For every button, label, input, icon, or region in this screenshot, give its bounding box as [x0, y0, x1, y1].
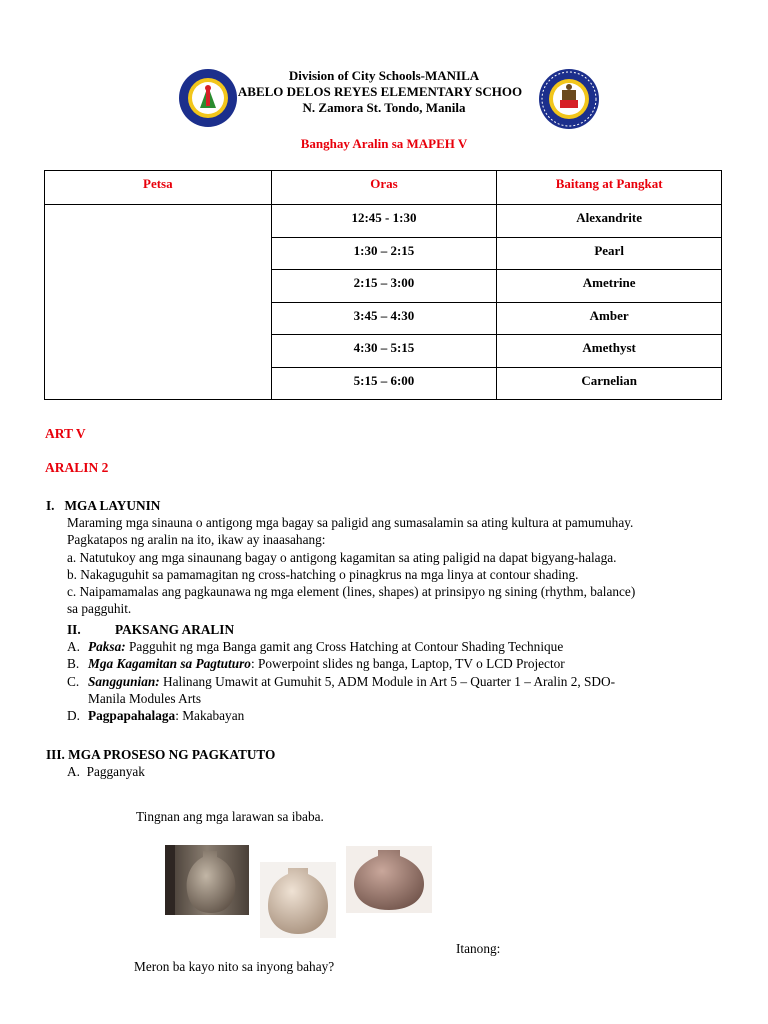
pangkat-cell: Alexandrite [497, 205, 722, 238]
list-item [67, 673, 727, 708]
layunin-line: a. Natutukoy ang mga sinaunang bagay o antigong kagamitan sa ating paligid na dapat bigyang-halaga. [67, 549, 617, 565]
list-label: Paksa: [88, 639, 126, 654]
pangkat-cell: Carnelian [497, 367, 722, 400]
list-text: : Powerpoint slides ng banga, Laptop, TV o LCD Projector [250, 656, 565, 672]
header-oras: Oras [271, 171, 497, 205]
list-label: Mga Kagamitan sa Pagtuturo [88, 656, 251, 672]
proseso-heading: III. MGA PROSESO NG PAGKATUTO [46, 747, 276, 762]
pagganyak-item: A. Pagganyak [67, 764, 145, 779]
table-row [45, 205, 722, 238]
list-label: Pagpapahalaga [88, 708, 176, 724]
list-letter: D. [67, 708, 80, 724]
jar-photo-2 [260, 862, 336, 938]
list-item [67, 638, 727, 655]
layunin-body [67, 514, 727, 618]
oras-cell: 2:15 – 3:00 [271, 270, 497, 303]
lesson-plan-title: Banghay Aralin sa MAPEH V [300, 136, 468, 151]
header-petsa: Petsa [45, 171, 272, 205]
list-text: Pagguhit ng mga Banga gamit ang Cross Hatching at Contour Shading Technique [125, 639, 564, 654]
table-header-row [45, 171, 722, 205]
pangkat-cell: Ametrine [497, 270, 722, 303]
division-name: Division of City Schools-MANILA [288, 68, 480, 83]
list-letter: B. [67, 656, 80, 672]
list-item [67, 655, 727, 672]
list-label: Sanggunian: [88, 673, 160, 689]
paksang-num: II. [67, 622, 81, 637]
jar-photo-3 [346, 846, 432, 913]
layunin-line: sa pagguhit. [67, 601, 132, 617]
list-text: : Makabayan [175, 708, 245, 724]
list-letter: A. [67, 639, 80, 654]
paksang-list [67, 638, 727, 724]
list-letter: C. [67, 673, 80, 689]
instruction-text: Tingnan ang mga larawan sa ibaba. [136, 809, 324, 824]
header-pangkat: Baitang at Pangkat [497, 171, 722, 205]
layunin-line: b. Nakaguguhit sa pamamagitan ng cross-hatching o pinagkrus na mga linya at contour shading. [67, 566, 579, 582]
guiding-question: Meron ba kayo nito sa inyong bahay? [134, 959, 335, 974]
paksang-heading: PAKSANG ARALIN [115, 622, 235, 637]
school-name: ABELO DELOS REYES ELEMENTARY SCHOO [237, 84, 523, 99]
itanong-label: Itanong: [456, 941, 501, 956]
schedule-table [44, 170, 722, 400]
pangkat-cell: Pearl [497, 237, 722, 270]
jar-photo-1 [165, 845, 249, 915]
layunin-line: Pagkatapos ng aralin na ito, ikaw ay inaasahang: [67, 532, 326, 548]
layunin-line: Maraming mga sinauna o antigong mga bagay sa paligid ang sumasalamin sa ating kultura at pamumuhay. [67, 515, 634, 530]
oras-cell: 3:45 – 4:30 [271, 302, 497, 335]
subject-heading: ART V [45, 426, 86, 441]
pangkat-cell: Amber [497, 302, 722, 335]
oras-cell: 1:30 – 2:15 [271, 237, 497, 270]
pangkat-cell: Amethyst [497, 335, 722, 368]
lesson-heading: ARALIN 2 [45, 460, 109, 475]
list-text: Halinang Umawit at Gumuhit 5, ADM Module in Art 5 – Quarter 1 – Aralin 2, SDO- [159, 673, 616, 689]
layunin-line: c. Naipamamalas ang pagkaunawa ng mga element (lines, shapes) at prinsipyo ng sining (rhythm, balance) [67, 584, 636, 600]
oras-cell: 5:15 – 6:00 [271, 367, 497, 400]
oras-cell: 4:30 – 5:15 [271, 335, 497, 368]
petsa-cell [45, 205, 272, 400]
list-text: Manila Modules Arts [88, 690, 202, 706]
oras-cell: 12:45 - 1:30 [271, 205, 497, 238]
layunin-heading: I. MGA LAYUNIN [46, 498, 161, 513]
school-address: N. Zamora St. Tondo, Manila [302, 100, 466, 115]
list-item [67, 707, 727, 724]
